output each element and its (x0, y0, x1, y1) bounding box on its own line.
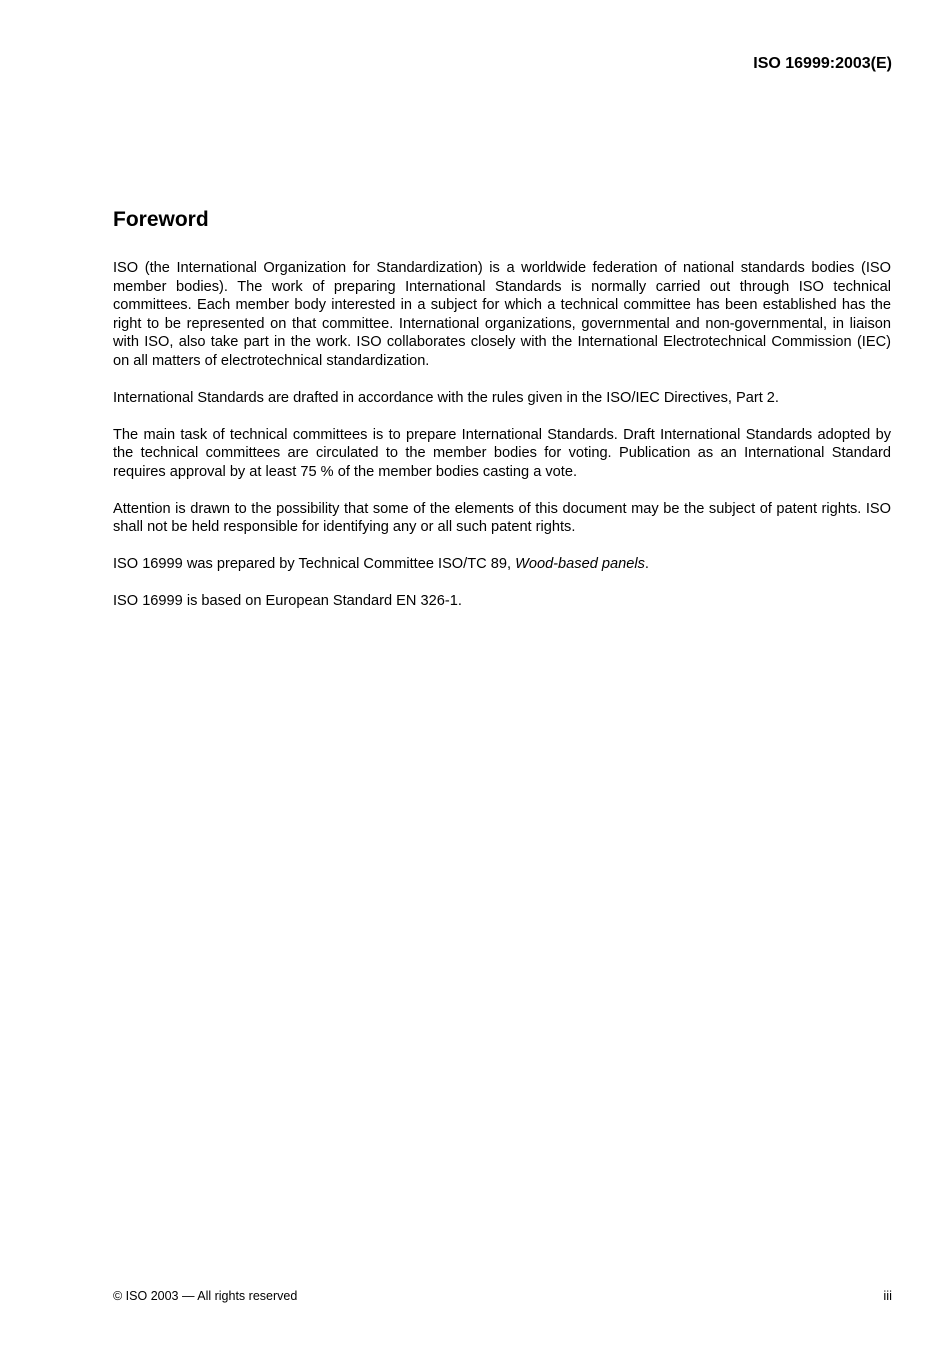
foreword-heading: Foreword (113, 208, 209, 231)
foreword-paragraph-4: Attention is drawn to the possibility that some of the elements of this document may be the subject of patent rights. ISO shall not be held responsible for identifying any or all such patent rights. (113, 500, 891, 535)
copyright-notice: © ISO 2003 — All rights reserved (113, 1289, 298, 1303)
foreword-body (113, 259, 891, 629)
foreword-paragraph-1: ISO (the International Organization for Standardization) is a worldwide federation of national standards bodies (ISO member bodies). The work of preparing International Standards is normally carried out through ISO technical committees. Each member body interested in a subject for which a technical committee has been established has the right to be represented on that committee. International organizations, governmental and non-governmental, in liaison with ISO, also take part in the work. ISO collaborates closely with the International Electrotechnical Commission (IEC) on all matters of electrotechnical standardization. (113, 260, 891, 369)
committee-text: ISO 16999 was prepared by Technical Committee ISO/TC 89, (113, 556, 516, 572)
foreword-paragraph-3: The main task of technical committees is to prepare International Standards. Draft International Standards adopted by the technical committees are circulated to the member bodies for voting. Publication as an International Standard requires approval by at least 75 % of the member bodies casting a vote. (113, 426, 891, 480)
foreword-paragraph-6: ISO 16999 is based on European Standard EN 326-1. (113, 593, 462, 609)
document-identifier: ISO 16999:2003(E) (753, 55, 892, 72)
foreword-paragraph-2: International Standards are drafted in accordance with the rules given in the ISO/IEC Directives, Part 2. (113, 389, 779, 406)
committee-suffix: . (644, 556, 649, 572)
foreword-paragraph-5 (113, 555, 891, 574)
committee-title: Wood-based panels (515, 556, 645, 572)
page-number: iii (883, 1288, 892, 1303)
